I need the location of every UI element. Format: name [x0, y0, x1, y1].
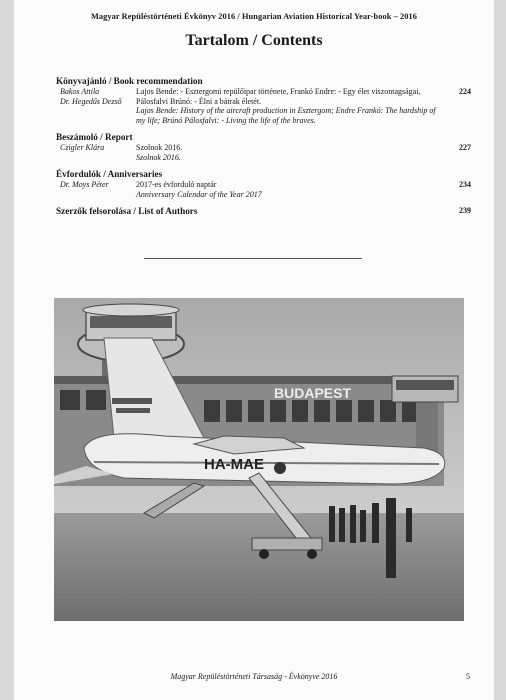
section-title: Beszámoló / Report	[56, 132, 133, 142]
aircraft-registration: HA-MAE	[204, 456, 264, 473]
toc-section-anniversaries	[56, 169, 471, 199]
document-page	[14, 0, 494, 700]
entry-text-english: Szolnok 2016.	[136, 152, 181, 162]
entry-text	[136, 87, 443, 125]
toc-section-report	[56, 132, 471, 162]
entry-text-hungarian: Szolnok 2016.	[136, 143, 183, 152]
section-title: Könyvajánló / Book recommendation	[56, 76, 203, 86]
table-of-contents	[56, 76, 471, 216]
entry-author: Dr. Moys Péter	[60, 180, 109, 189]
page-footer: Magyar Repüléstörténeti Társaság - Évkönyve 2016	[170, 672, 338, 681]
divider-line	[144, 258, 362, 259]
entry-page-number: 234	[459, 180, 471, 189]
page-number: 5	[466, 672, 470, 681]
entry-text-hungarian: 2017-es évforduló naptár	[136, 180, 217, 189]
toc-section-book	[56, 76, 471, 125]
entry-page-number: 239	[459, 206, 471, 215]
entry-page-number: 224	[459, 87, 471, 96]
toc-section-authors	[56, 206, 471, 216]
toc-entry	[56, 87, 471, 125]
page-title: Tartalom / Contents	[185, 32, 323, 49]
entry-text-english: Anniversary Calendar of the Year 2017	[136, 189, 262, 199]
entry-text-hungarian: Lajos Bende: - Esztergomi repülőipar története, Frankó Endre: - Egy élet viszontagságai, Pálosfalvi Brúnó: - Élni a bátrak életét.	[136, 87, 421, 106]
entry-author: Bakos Attila	[60, 87, 100, 96]
entry-author: Czigler Klára	[60, 143, 105, 152]
toc-entry	[56, 180, 471, 199]
entry-author: Dr. Hegedűs Dezső	[60, 96, 122, 106]
section-title: Szerzők felsorolása / List of Authors	[56, 206, 198, 216]
entry-text	[136, 180, 443, 199]
terminal-sign: BUDAPEST	[274, 385, 352, 401]
airport-photo	[54, 298, 464, 621]
entry-authors	[60, 87, 126, 106]
toc-entry	[56, 143, 471, 162]
running-header: Magyar Repüléstörténeti Évkönyv 2016 / Hungarian Aviation Historical Year-book – 2016	[90, 12, 418, 21]
airport-photo-illustration	[54, 298, 464, 621]
section-title: Évfordulók / Anniversaries	[56, 169, 163, 179]
entry-page-number: 227	[459, 143, 471, 152]
entry-text-english: Lajos Bende: History of the aircraft production in Esztergom; Endre Frankó: The hardship of my life; Brúnó Pálosfalvi: - Living the life of the braves.	[136, 106, 436, 125]
entry-text	[136, 143, 443, 162]
